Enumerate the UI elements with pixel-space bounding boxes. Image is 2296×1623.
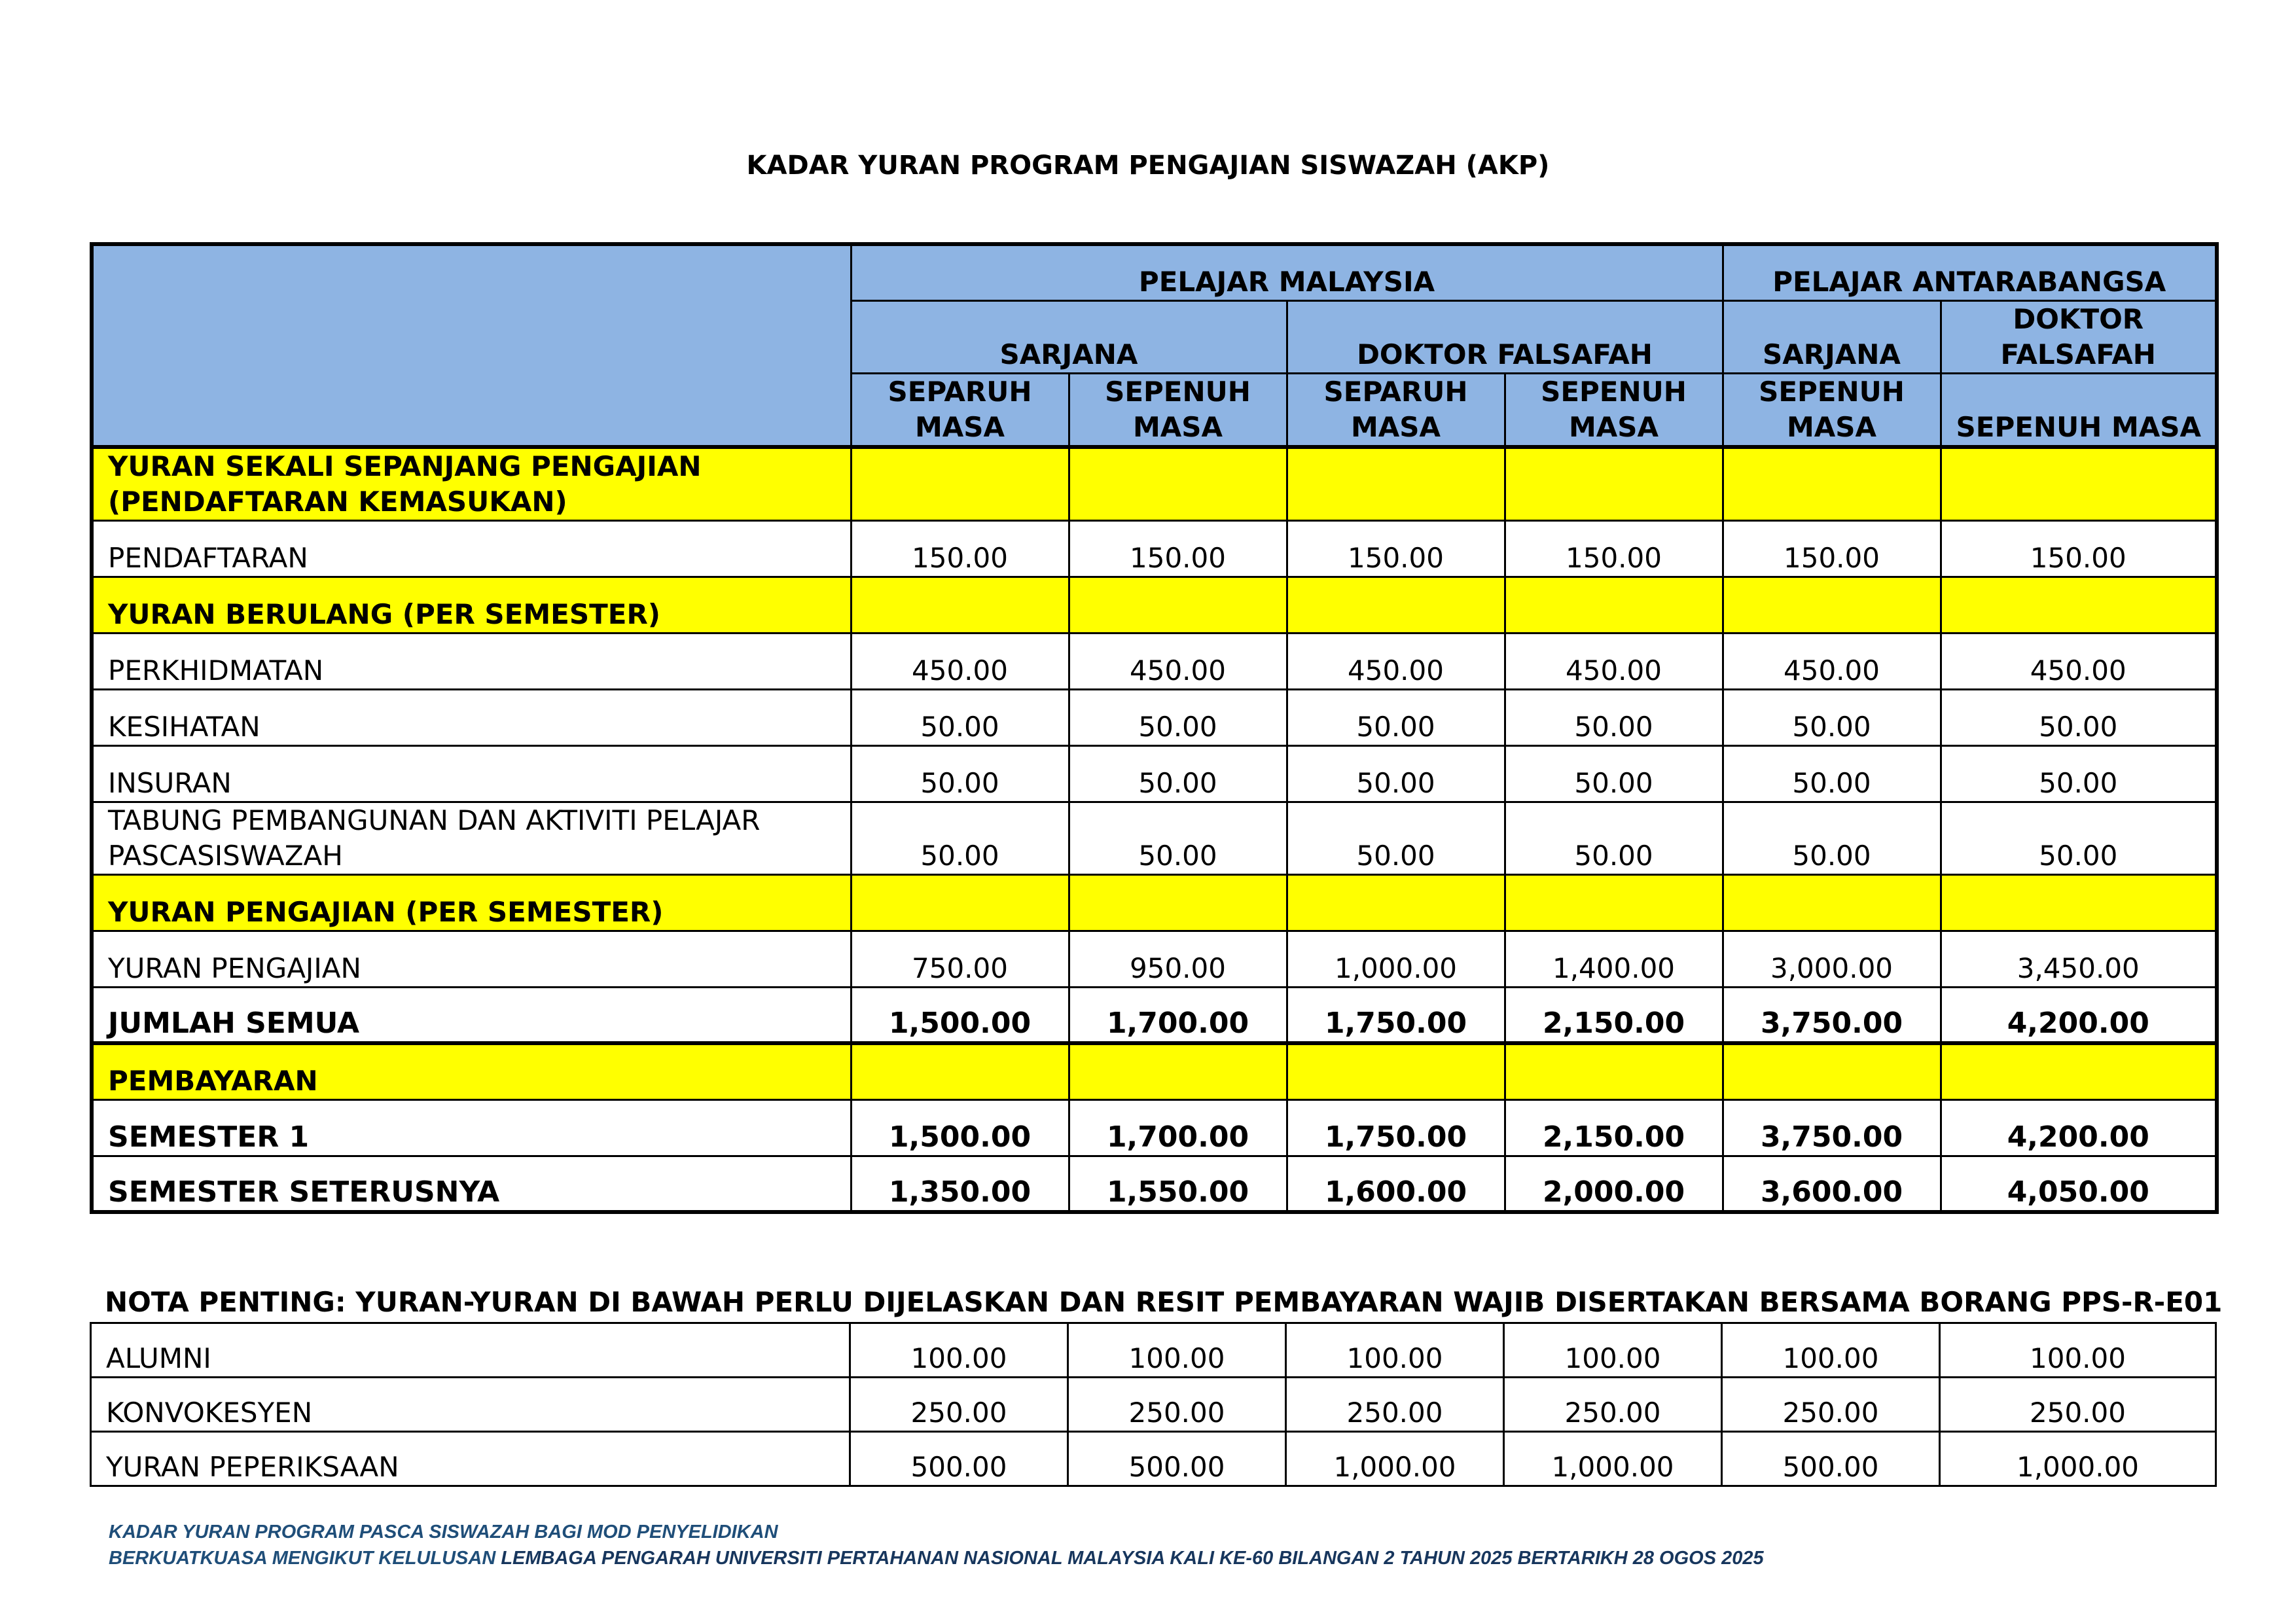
cell-value: 100.00 (1940, 1323, 2216, 1378)
cell-value: 50.00 (1287, 802, 1505, 874)
section-payment: PEMBAYARAN (92, 1043, 851, 1099)
table-row (92, 689, 2217, 745)
footer-line-2 (109, 1548, 1764, 1569)
header-doktor-falsafah: DOKTOR FALSAFAH (1287, 300, 1723, 373)
row-label: PENDAFTARAN (92, 520, 851, 577)
cell-value: 1,700.00 (1069, 987, 1287, 1043)
table-row (91, 1432, 2216, 1486)
cell-value: 1,750.00 (1287, 1099, 1505, 1156)
cell-value: 3,750.00 (1723, 987, 1941, 1043)
cell-value: 1,000.00 (1504, 1432, 1722, 1486)
cell-value: 4,200.00 (1941, 1099, 2217, 1156)
cell-value: 3,600.00 (1723, 1156, 1941, 1212)
cell-value: 100.00 (1504, 1323, 1722, 1378)
cell-value: 250.00 (850, 1378, 1068, 1432)
row-label: KONVOKESYEN (91, 1378, 850, 1432)
cell-value: 50.00 (1723, 689, 1941, 745)
cell-value: 250.00 (1504, 1378, 1722, 1432)
cell-value: 450.00 (851, 633, 1069, 689)
cell-value: 50.00 (1287, 689, 1505, 745)
header-separuh-masa: SEPARUH MASA (1287, 373, 1505, 447)
cell-value: 50.00 (1505, 745, 1723, 802)
cell-value: 1,000.00 (1286, 1432, 1504, 1486)
page-title: KADAR YURAN PROGRAM PENGAJIAN SISWAZAH (AKP) (746, 151, 1550, 181)
cell-value: 1,400.00 (1505, 931, 1723, 987)
cell-value: 3,000.00 (1723, 931, 1941, 987)
section-row (92, 577, 2217, 633)
table-row (92, 931, 2217, 987)
cell-value: 100.00 (850, 1323, 1068, 1378)
cell-value: 450.00 (1287, 633, 1505, 689)
row-label: JUMLAH SEMUA (92, 987, 851, 1043)
header-sepenuh-masa: SEPENUH MASA (1069, 373, 1287, 447)
row-label: PERKHIDMATAN (92, 633, 851, 689)
cell-value: 50.00 (1069, 745, 1287, 802)
table-row (92, 802, 2217, 874)
cell-value: 150.00 (1941, 520, 2217, 577)
header-sepenuh-masa: SEPENUH MASA (1723, 373, 1941, 447)
cell-value: 150.00 (1505, 520, 1723, 577)
cell-value: 1,000.00 (1287, 931, 1505, 987)
cell-value: 100.00 (1722, 1323, 1940, 1378)
cell-value: 1,750.00 (1287, 987, 1505, 1043)
cell-value: 500.00 (850, 1432, 1068, 1486)
cell-value: 4,200.00 (1941, 987, 2217, 1043)
row-label: KESIHATAN (92, 689, 851, 745)
cell-value: 250.00 (1722, 1378, 1940, 1432)
cell-value: 50.00 (1941, 802, 2217, 874)
cell-value: 3,450.00 (1941, 931, 2217, 987)
cell-value: 1,350.00 (851, 1156, 1069, 1212)
row-label: SEMESTER 1 (92, 1099, 851, 1156)
header-sepenuh-masa: SEPENUH MASA (1941, 373, 2217, 447)
section-row (92, 1043, 2217, 1099)
cell-value: 50.00 (1069, 802, 1287, 874)
cell-value: 450.00 (1941, 633, 2217, 689)
cell-value: 50.00 (851, 745, 1069, 802)
cell-value: 50.00 (1505, 689, 1723, 745)
cell-value: 1,600.00 (1287, 1156, 1505, 1212)
cell-value: 50.00 (1941, 745, 2217, 802)
footer-line-1: KADAR YURAN PROGRAM PASCA SISWAZAH BAGI MOD PENYELIDIKAN (109, 1522, 778, 1543)
header-intl-sarjana: SARJANA (1723, 300, 1941, 373)
fee-table (90, 242, 2219, 1214)
cell-value: 100.00 (1068, 1323, 1286, 1378)
section-tuition: YURAN PENGAJIAN (PER SEMESTER) (92, 874, 851, 931)
cell-value: 450.00 (1505, 633, 1723, 689)
cell-value: 1,000.00 (1940, 1432, 2216, 1486)
cell-value: 1,500.00 (851, 1099, 1069, 1156)
cell-value: 150.00 (851, 520, 1069, 577)
header-intl-doktor-falsafah: DOKTOR FALSAFAH (1941, 300, 2217, 373)
header-sepenuh-masa: SEPENUH MASA (1505, 373, 1723, 447)
cell-value: 100.00 (1286, 1323, 1504, 1378)
footer-line-2-authority: LEMBAGA PENGARAH UNIVERSITI PERTAHANAN NASIONAL MALAYSIA KALI KE-60 BILANGAN 2 TAHUN 2025 BERTARIKH 28 OGOS 2025 (501, 1548, 1764, 1569)
cell-value: 50.00 (851, 689, 1069, 745)
cell-value: 50.00 (1505, 802, 1723, 874)
row-label: YURAN PENGAJIAN (92, 931, 851, 987)
cell-value: 500.00 (1068, 1432, 1286, 1486)
table-row (92, 1099, 2217, 1156)
header-corner (92, 244, 851, 447)
table-row (92, 987, 2217, 1043)
table-row (92, 745, 2217, 802)
cell-value: 150.00 (1069, 520, 1287, 577)
cell-value: 250.00 (1068, 1378, 1286, 1432)
cell-value: 950.00 (1069, 931, 1287, 987)
notes-table (90, 1322, 2217, 1487)
cell-value: 750.00 (851, 931, 1069, 987)
cell-value: 250.00 (1940, 1378, 2216, 1432)
row-label: TABUNG PEMBANGUNAN DAN AKTIVITI PELAJAR PASCASISWAZAH (92, 802, 851, 874)
table-row (91, 1323, 2216, 1378)
section-once: YURAN SEKALI SEPANJANG PENGAJIAN (PENDAFTARAN KEMASUKAN) (92, 447, 851, 521)
cell-value: 1,700.00 (1069, 1099, 1287, 1156)
section-row (92, 874, 2217, 931)
cell-value: 2,000.00 (1505, 1156, 1723, 1212)
cell-value: 50.00 (1287, 745, 1505, 802)
header-international: PELAJAR ANTARABANGSA (1723, 244, 2217, 300)
row-label: INSURAN (92, 745, 851, 802)
section-row (92, 447, 2217, 521)
row-label: ALUMNI (91, 1323, 850, 1378)
cell-value: 150.00 (1287, 520, 1505, 577)
table-row (92, 633, 2217, 689)
header-sarjana: SARJANA (851, 300, 1287, 373)
cell-value: 500.00 (1722, 1432, 1940, 1486)
cell-value: 50.00 (1069, 689, 1287, 745)
section-recurring: YURAN BERULANG (PER SEMESTER) (92, 577, 851, 633)
cell-value: 450.00 (1723, 633, 1941, 689)
row-label: YURAN PEPERIKSAAN (91, 1432, 850, 1486)
table-row (92, 520, 2217, 577)
cell-value: 250.00 (1286, 1378, 1504, 1432)
cell-value: 50.00 (1723, 745, 1941, 802)
cell-value: 2,150.00 (1505, 987, 1723, 1043)
footer-line-2-prefix: BERKUATKUASA MENGIKUT KELULUSAN (109, 1548, 501, 1569)
row-label: SEMESTER SETERUSNYA (92, 1156, 851, 1212)
cell-value: 50.00 (851, 802, 1069, 874)
table-row (92, 1156, 2217, 1212)
note-heading: NOTA PENTING: YURAN-YURAN DI BAWAH PERLU DIJELASKAN DAN RESIT PEMBAYARAN WAJIB DISERTAKAN BERSAMA BORANG PPS-R-E01 (105, 1286, 2223, 1318)
cell-value: 4,050.00 (1941, 1156, 2217, 1212)
header-separuh-masa: SEPARUH MASA (851, 373, 1069, 447)
cell-value: 50.00 (1941, 689, 2217, 745)
table-row (91, 1378, 2216, 1432)
cell-value: 1,500.00 (851, 987, 1069, 1043)
cell-value: 150.00 (1723, 520, 1941, 577)
header-malaysia: PELAJAR MALAYSIA (851, 244, 1723, 300)
cell-value: 50.00 (1723, 802, 1941, 874)
cell-value: 3,750.00 (1723, 1099, 1941, 1156)
cell-value: 2,150.00 (1505, 1099, 1723, 1156)
cell-value: 1,550.00 (1069, 1156, 1287, 1212)
cell-value: 450.00 (1069, 633, 1287, 689)
